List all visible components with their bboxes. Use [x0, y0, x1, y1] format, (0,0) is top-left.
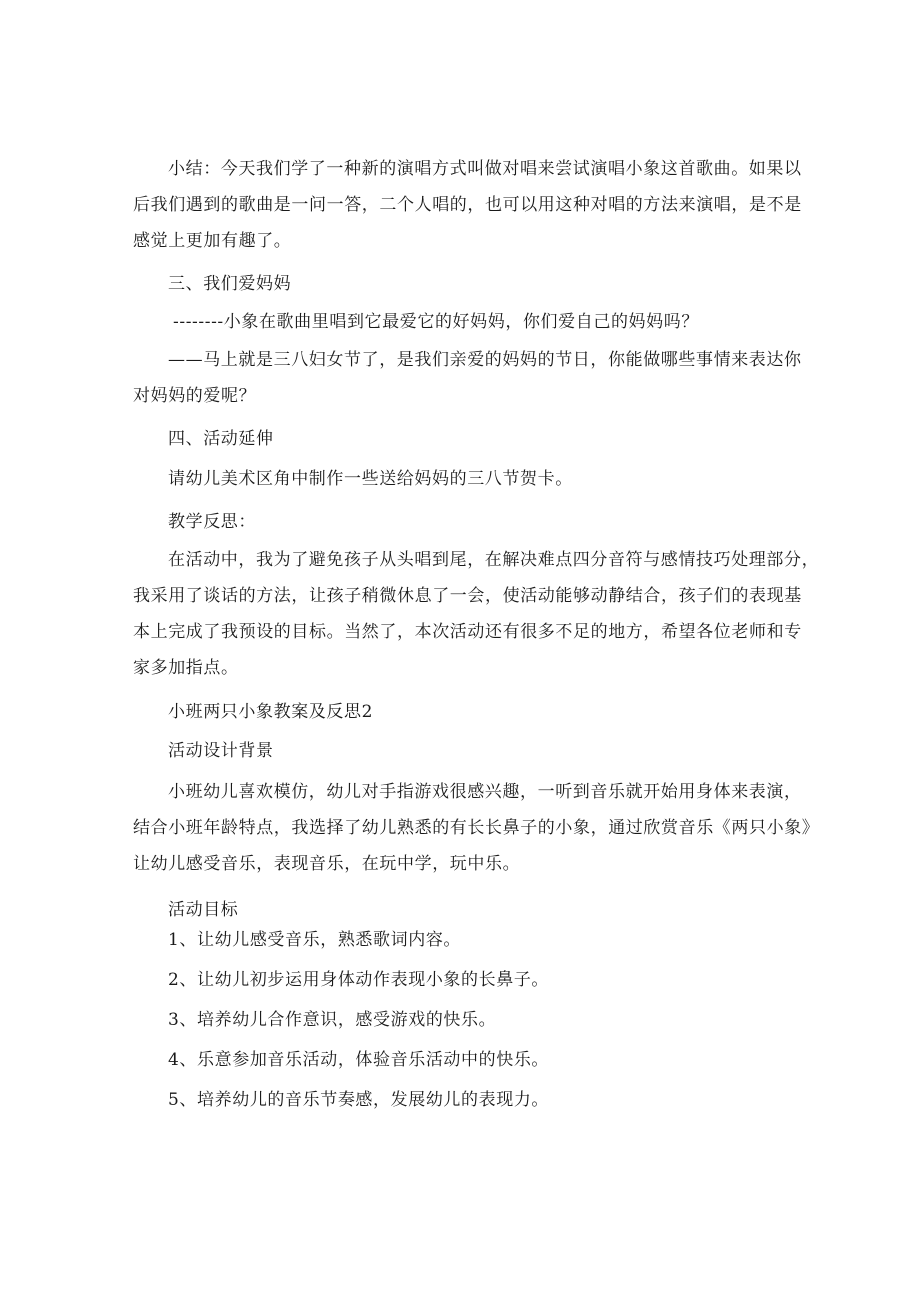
goal-item-text: 4、乐意参加音乐活动，体验音乐活动中的快乐。	[168, 1050, 550, 1070]
goal-item-5	[133, 1085, 793, 1116]
section-3-heading-text: 三、我们爱妈妈	[168, 274, 292, 294]
summary-line-1: 小结：今天我们学了一种新的演唱方式叫做对唱来尝试演唱小象这首歌曲。如果以	[168, 159, 802, 179]
goal-item-4	[133, 1045, 793, 1076]
background-paragraph	[133, 777, 820, 880]
goal-item-text: 2、让幼儿初步运用身体动作表现小象的长鼻子。	[168, 970, 550, 990]
lesson-title-text: 小班两只小象教案及反思2	[168, 702, 374, 722]
section-3-dash-line	[133, 307, 793, 338]
section-3-dash-text: --------小象在歌曲里唱到它最爱它的好妈妈，你们爱自己的妈妈吗？	[173, 312, 699, 332]
summary-paragraph	[133, 154, 802, 257]
goal-item-1	[133, 925, 793, 956]
summary-line-3: 感觉上更加有趣了。	[133, 231, 292, 251]
section-3-heading	[133, 269, 793, 300]
background-heading-text: 活动设计背景	[168, 741, 274, 761]
lesson-title	[133, 697, 793, 728]
goals-heading-text: 活动目标	[168, 900, 239, 920]
background-line-2: 结合小班年龄特点，我选择了幼儿熟悉的有长长鼻子的小象，通过欣赏音乐《两只小象》	[133, 818, 820, 838]
goal-item-text: 5、培养幼儿的音乐节奏感，发展幼儿的表现力。	[168, 1090, 550, 1110]
reflection-line-2: 我采用了谈话的方法，让孩子稍微休息了一会，使活动能够动静结合，孩子们的表现基	[133, 586, 802, 606]
section-4-heading-text: 四、活动延伸	[168, 429, 274, 449]
goal-item-2	[133, 965, 793, 996]
background-line-3: 让幼儿感受音乐，表现音乐，在玩中学，玩中乐。	[133, 854, 521, 874]
goals-heading	[133, 895, 793, 926]
goal-item-text: 3、培养幼儿合作意识，感受游戏的快乐。	[168, 1010, 497, 1030]
reflection-heading-text: 教学反思：	[168, 512, 256, 532]
section-4-text-line: 请幼儿美术区角中制作一些送给妈妈的三八节贺卡。	[168, 469, 573, 489]
reflection-line-4: 家多加指点。	[133, 658, 239, 678]
reflection-paragraph	[133, 545, 820, 684]
section-4-heading	[133, 424, 793, 455]
reflection-line-1: 在活动中，我为了避免孩子从头唱到尾，在解决难点四分音符与感情技巧处理部分，	[168, 550, 820, 570]
goal-item-3	[133, 1005, 793, 1036]
background-line-1: 小班幼儿喜欢模仿，幼儿对手指游戏很感兴趣，一听到音乐就开始用身体来表演，	[168, 782, 802, 802]
section-4-text	[133, 464, 793, 495]
section-3-line-1: ——马上就是三八妇女节了，是我们亲爱的妈妈的节日，你能做哪些事情来表达你	[168, 350, 802, 370]
section-3-paragraph	[133, 345, 802, 412]
section-3-line-2: 对妈妈的爱呢？	[133, 386, 257, 406]
summary-line-2: 后我们遇到的歌曲是一问一答，二个人唱的，也可以用这种对唱的方法来演唱，是不是	[133, 195, 802, 215]
goal-item-text: 1、让幼儿感受音乐，熟悉歌词内容。	[168, 930, 462, 950]
reflection-line-3: 本上完成了我预设的目标。当然了，本次活动还有很多不足的地方，希望各位老师和专	[133, 622, 802, 642]
background-heading	[133, 736, 793, 767]
reflection-heading	[133, 507, 793, 538]
